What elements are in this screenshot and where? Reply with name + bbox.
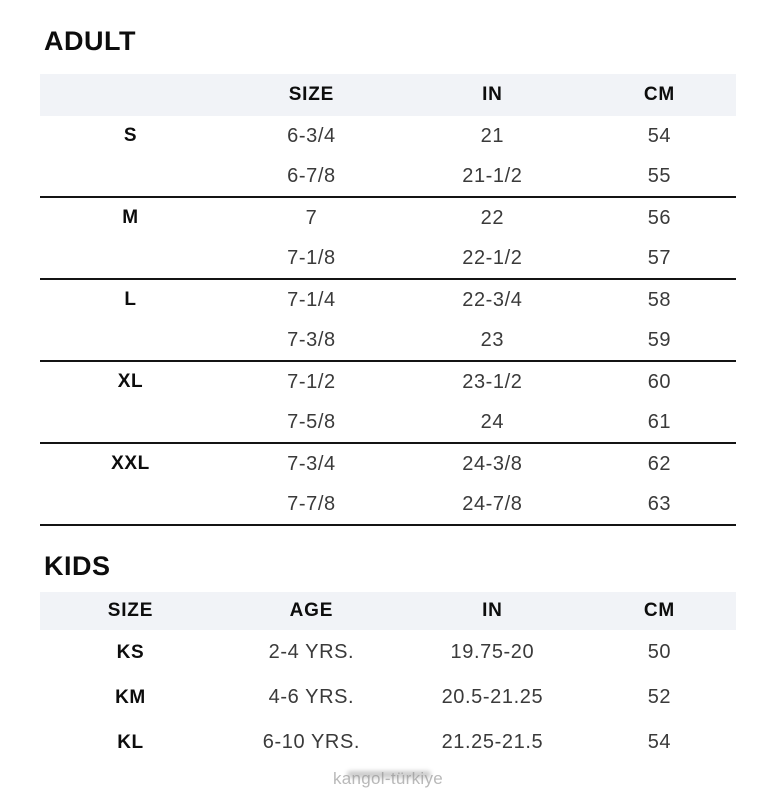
column-header-in: IN xyxy=(402,592,583,630)
inches-cell: 20.5-21.25 xyxy=(441,686,544,708)
size-label-cell xyxy=(40,402,221,443)
adult-table-header xyxy=(40,74,736,116)
inches-cell: 21 xyxy=(480,124,505,147)
size-label-cell: M xyxy=(122,207,139,228)
watermark-text: kangol-türkiye xyxy=(332,769,444,788)
size-label-cell: XXL xyxy=(111,453,150,474)
kids-table-row xyxy=(40,630,736,675)
size-label-cell xyxy=(40,238,221,279)
column-header-size: SIZE xyxy=(221,74,402,116)
size-label-cell xyxy=(40,484,221,525)
centimeters-cell: 60 xyxy=(647,370,672,393)
centimeters-cell: 56 xyxy=(647,206,672,229)
adult-table-row xyxy=(40,156,736,197)
header-row xyxy=(40,74,736,116)
column-header-age: AGE xyxy=(221,592,402,630)
size-label-cell: L xyxy=(124,289,137,310)
kids-table-body xyxy=(40,630,736,765)
size-label-cell: S xyxy=(123,125,138,146)
column-header-empty xyxy=(40,74,221,116)
size-label-cell xyxy=(40,156,221,197)
kids-table-header xyxy=(40,592,736,630)
adult-table-row xyxy=(40,484,736,525)
adult-table-row xyxy=(40,320,736,361)
adult-table-row xyxy=(40,197,736,238)
inches-cell: 21.25-21.5 xyxy=(441,731,544,753)
inches-cell: 23-1/2 xyxy=(462,370,523,393)
centimeters-cell: 50 xyxy=(647,641,672,663)
inches-cell: 22-1/2 xyxy=(402,238,583,279)
centimeters-cell: 57 xyxy=(583,238,736,279)
centimeters-cell: 59 xyxy=(583,320,736,361)
centimeters-cell: 63 xyxy=(583,484,736,525)
inches-cell: 22 xyxy=(480,206,505,229)
size-label-cell xyxy=(40,320,221,361)
inches-cell: 24-3/8 xyxy=(462,452,523,475)
adult-table-row xyxy=(40,443,736,484)
inches-cell: 23 xyxy=(402,320,583,361)
centimeters-cell: 54 xyxy=(647,731,672,753)
inches-cell: 24 xyxy=(402,402,583,443)
centimeters-cell: 55 xyxy=(583,156,736,197)
centimeters-cell: 61 xyxy=(583,402,736,443)
age-cell: 6-10 YRS. xyxy=(262,731,361,753)
inches-cell: 24-7/8 xyxy=(402,484,583,525)
centimeters-cell: 58 xyxy=(647,288,672,311)
column-header-cm: CM xyxy=(583,592,736,630)
size-label-cell: KM xyxy=(115,686,146,708)
hat-size-cell: 7 xyxy=(305,206,318,229)
hat-size-cell: 6-3/4 xyxy=(287,124,336,147)
centimeters-cell: 62 xyxy=(647,452,672,475)
adult-table-body xyxy=(40,116,736,525)
kids-table-row xyxy=(40,720,736,765)
centimeters-cell: 54 xyxy=(647,124,672,147)
hat-size-cell: 6-7/8 xyxy=(221,156,402,197)
age-cell: 4-6 YRS. xyxy=(268,686,355,708)
column-header-size: SIZE xyxy=(40,592,221,630)
adult-size-table xyxy=(40,74,736,526)
kids-size-table xyxy=(40,592,736,765)
cropped-bottom-element xyxy=(347,771,431,778)
hat-size-cell: 7-5/8 xyxy=(221,402,402,443)
size-label-cell: KS xyxy=(116,641,145,663)
age-cell: 2-4 YRS. xyxy=(268,641,355,663)
size-label-cell: XL xyxy=(117,371,144,392)
inches-cell: 19.75-20 xyxy=(450,641,535,663)
inches-cell: 22-3/4 xyxy=(462,288,523,311)
kids-section-title: KIDS xyxy=(44,551,111,581)
adult-table-row xyxy=(40,238,736,279)
centimeters-cell: 52 xyxy=(647,686,672,708)
column-header-cm: CM xyxy=(583,74,736,116)
header-row xyxy=(40,592,736,630)
hat-size-cell: 7-1/8 xyxy=(221,238,402,279)
column-header-in: IN xyxy=(402,74,583,116)
adult-section-title: ADULT xyxy=(44,26,136,56)
hat-size-cell: 7-3/8 xyxy=(221,320,402,361)
hat-size-cell: 7-1/4 xyxy=(287,288,336,311)
adult-table-row xyxy=(40,279,736,320)
adult-table-row xyxy=(40,116,736,156)
adult-table-row xyxy=(40,402,736,443)
inches-cell: 21-1/2 xyxy=(402,156,583,197)
hat-size-cell: 7-7/8 xyxy=(221,484,402,525)
adult-table-row xyxy=(40,361,736,402)
hat-size-cell: 7-3/4 xyxy=(287,452,336,475)
kids-table-row xyxy=(40,675,736,720)
size-label-cell: KL xyxy=(117,731,144,753)
hat-size-cell: 7-1/2 xyxy=(287,370,336,393)
